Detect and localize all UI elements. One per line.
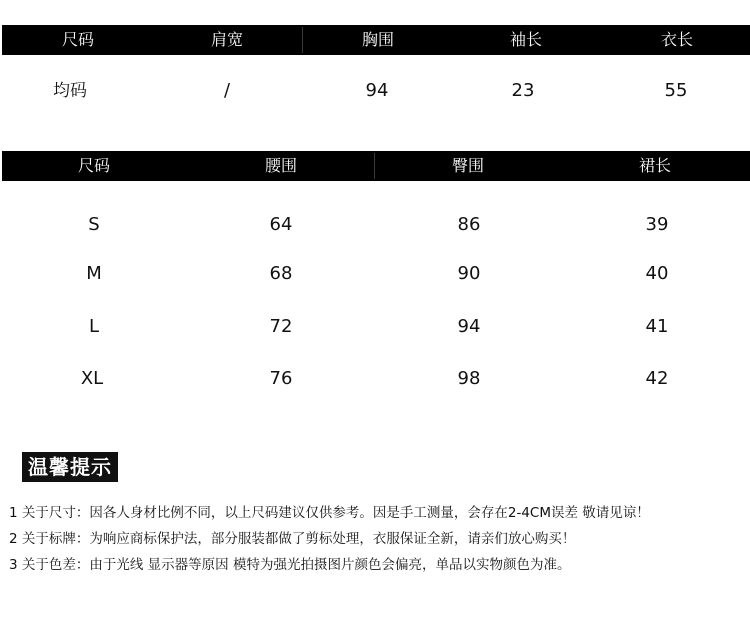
size-table-1-header bbox=[2, 25, 750, 55]
cell-garment-length: 55 bbox=[664, 80, 688, 101]
cell-hip: 86 bbox=[457, 214, 481, 235]
tip-size-note: 1 关于尺寸：因各人身材比例不同，以上尺码建议仅供参考。因是手工测量，会存在2-4CM误差 敬请见谅！ bbox=[9, 505, 650, 521]
cell-waist: 72 bbox=[269, 316, 293, 337]
header-skirt-length: 裙长 bbox=[638, 156, 672, 175]
header-hip: 臀围 bbox=[451, 156, 485, 175]
cell-size: XL bbox=[80, 368, 104, 389]
cell-skirt-length: 39 bbox=[645, 214, 669, 235]
tip-label-note: 2 关于标牌：为响应商标保护法，部分服装都做了剪标处理，衣服保证全新，请亲们放心购买！ bbox=[9, 531, 576, 547]
cell-hip: 94 bbox=[457, 316, 481, 337]
tips-title: 温馨提示 bbox=[22, 452, 118, 482]
header-size: 尺码 bbox=[61, 30, 95, 49]
header-bust: 胸围 bbox=[361, 30, 395, 49]
tip-color-note: 3 关于色差：由于光线 显示器等原因 模特为强光拍摄图片颜色会偏亮，单品以实物颜色为准。 bbox=[9, 557, 571, 573]
header-sleeve-length: 袖长 bbox=[509, 30, 543, 49]
cell-size: 均码 bbox=[53, 81, 87, 101]
cell-waist: 76 bbox=[269, 368, 293, 389]
header-divider bbox=[374, 153, 375, 179]
cell-hip: 98 bbox=[457, 368, 481, 389]
header-divider bbox=[302, 27, 303, 53]
header-garment-length: 衣长 bbox=[660, 30, 694, 49]
cell-skirt-length: 42 bbox=[645, 368, 669, 389]
size-table-2-header bbox=[2, 151, 750, 181]
cell-size: S bbox=[88, 214, 100, 235]
cell-sleeve-length: 23 bbox=[511, 80, 535, 101]
header-size: 尺码 bbox=[77, 156, 111, 175]
cell-size: L bbox=[88, 316, 100, 337]
cell-waist: 64 bbox=[269, 214, 293, 235]
cell-waist: 68 bbox=[269, 263, 293, 284]
header-waist: 腰围 bbox=[264, 156, 298, 175]
cell-hip: 90 bbox=[457, 263, 481, 284]
cell-bust: 94 bbox=[365, 80, 389, 101]
cell-skirt-length: 40 bbox=[645, 263, 669, 284]
cell-skirt-length: 41 bbox=[645, 316, 669, 337]
cell-size: M bbox=[86, 263, 102, 284]
cell-shoulder-width: / bbox=[223, 80, 231, 101]
header-shoulder-width: 肩宽 bbox=[210, 30, 244, 49]
